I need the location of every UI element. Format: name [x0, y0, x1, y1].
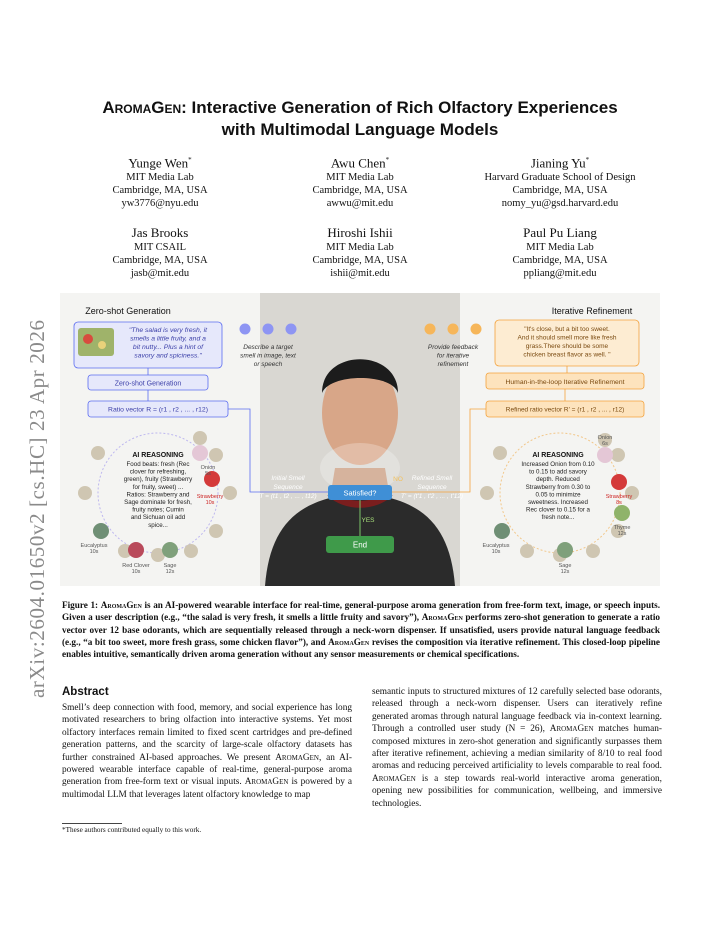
odorant-time: 10s — [491, 549, 501, 555]
strawberry-icon — [611, 474, 627, 490]
describe-text: Describe a target — [243, 344, 293, 351]
odorant-icon — [209, 448, 223, 462]
abstract-text-right: semantic inputs to structured mixtures of 12 carefully selected base odorants, released through a neck-worn dispenser. Users can iteratively refine generated aromas through natural language feedback via in-context learning. Through a controlled user study (N = 26), AromaGen matches human-composed mixtures in zero-shot generation and significantly surpasses them after iterative refinement, achieving a median similarity of 8/10 to real food aromas and reducing perceived artificiality to levels comparable to real food. AromaGen is a step towards real-world interactive aroma generation, opening new possibilities for communication, wellbeing, and immersive technologies. — [372, 687, 662, 809]
eucalyptus-icon — [494, 523, 510, 539]
abstract-heading: Abstract — [62, 686, 109, 698]
feedback-text: refinement — [437, 361, 469, 368]
ai-reasoning-text: spice... — [148, 521, 168, 529]
ai-reasoning-title: AI REASONING — [132, 452, 184, 459]
odorant-time: 5s — [205, 471, 211, 477]
refined-sequence-text: T' = (t'1 , t'2 , ... , t'12) — [400, 493, 464, 500]
paper-title: AromaGen: Interactive Generation of Rich Olfactory Experiences with Multimodal Language Models — [102, 98, 618, 139]
odorant-icon — [91, 446, 105, 460]
odorant-label: Strawberry — [196, 494, 224, 500]
abstract-text-left: Smell’s deep connection with food, memory, and social experience has long motivated researchers to bring olfaction into interactive systems. Yet most olfactory interfaces remain limited to fixed scent cartridges and pre-defined generation patterns, and the scarcity of large-scale olfactory datasets has further constrained AI-based approaches. We present AromaGen, an AI-powered wearable interface capable of real-time, general-purpose aroma generation from free-form text or visual inputs. AromaGen is powered by a multimodal LLM that leverages latent olfactory knowledge to map — [62, 703, 353, 800]
author-name: Paul Pu Liang — [523, 225, 597, 240]
odorant-icon — [209, 524, 223, 538]
ai-reasoning-text: fruity notes; Cumin — [132, 506, 184, 514]
end-label: End — [352, 540, 368, 550]
author-location: Cambridge, MA, USA — [512, 255, 608, 266]
ai-reasoning-text: Sage dominate for fresh, — [124, 499, 192, 506]
ai-reasoning-text: 0.05 to minimize — [535, 491, 581, 499]
image-icon — [240, 324, 251, 335]
odorant-icon — [520, 544, 534, 558]
odorant-label: Eucalyptus — [482, 543, 510, 549]
feedback-text: Provide feedback — [427, 344, 479, 351]
author-name: Jas Brooks — [131, 225, 189, 240]
ai-reasoning-title: AI REASONING — [532, 452, 584, 459]
odorant-label: Sage — [558, 563, 572, 569]
sage-icon — [557, 542, 573, 558]
odorant-label: Sage — [163, 563, 177, 569]
author-affiliation: MIT Media Lab — [526, 242, 594, 253]
odorant-time: 10s — [131, 569, 141, 575]
odorant-icon — [78, 486, 92, 500]
author-email[interactable]: ppliang@mit.edu — [523, 268, 597, 279]
zero-shot-box-label: Zero-shot Generation — [114, 380, 182, 388]
author-name: Awu Chen* — [330, 155, 390, 171]
left-quote-text: smells a little fruity, and a — [130, 335, 206, 343]
ratio-vector-label: Ratio vector R = (r1 , r2 , ... , r12) — [108, 406, 208, 414]
ai-reasoning-text: fresh note... — [541, 514, 575, 522]
odorant-icon — [586, 544, 600, 558]
ai-reasoning-text: for fruity, sweet) ... — [132, 483, 184, 491]
left-quote-text: savory and spiciness." — [134, 352, 202, 360]
ai-reasoning-text: Ratios: Strawberry and — [126, 491, 190, 499]
refined-sequence-text: Sequence — [417, 484, 447, 491]
left-quote-text: "The salad is very fresh, it — [129, 327, 207, 334]
odorant-time: 12s — [560, 569, 570, 575]
author-affiliation: MIT Media Lab — [326, 172, 394, 184]
odorant-icon — [223, 486, 237, 500]
odorant-time: 10s — [89, 549, 99, 555]
right-quote-text: And it should smell more like fresh — [517, 334, 617, 342]
author-entry — [460, 224, 660, 280]
author-email[interactable]: ishii@mit.edu — [330, 268, 390, 279]
author-email[interactable]: nomy_yu@gsd.harvard.edu — [501, 198, 619, 210]
ai-reasoning-text: depth. Reduced — [536, 476, 580, 484]
describe-text: smell in image, text — [240, 352, 296, 360]
describe-text: or speech — [253, 361, 283, 368]
image-icon — [425, 324, 436, 335]
ai-reasoning-text: clover for refreshing, — [129, 468, 187, 476]
left-quote-text: bit nutty... Plus a hint of — [132, 344, 204, 351]
right-quote-text: chicken breast flavor as well. " — [523, 351, 611, 359]
odorant-time: 12s — [617, 531, 627, 537]
odorant-icon — [184, 544, 198, 558]
odorant-label: Strawberry — [605, 494, 633, 500]
arxiv-identifier: arXiv:2604.01650v2 [cs.HC] 23 Apr 2026 — [25, 319, 49, 698]
mic-icon — [471, 324, 482, 335]
ai-reasoning-text: and Sichuan oil add — [130, 514, 186, 522]
author-location: Cambridge, MA, USA — [312, 185, 408, 197]
odorant-icon — [493, 446, 507, 460]
ai-reasoning-text: sweetness. Increased — [528, 499, 588, 506]
author-email[interactable]: awwu@mit.edu — [326, 198, 394, 210]
yes-label: YES — [361, 517, 375, 524]
no-label: NO — [393, 476, 403, 483]
author-entry — [60, 224, 260, 280]
author-affiliation: MIT CSAIL — [133, 242, 187, 253]
odorant-label: Thyme — [613, 525, 631, 531]
mic-icon — [286, 324, 297, 335]
red-clover-icon — [128, 542, 144, 558]
zero-shot-title: Zero-shot Generation — [85, 306, 171, 316]
ai-reasoning-text: Rec clover to 0.15 for a — [526, 506, 590, 514]
salad-image — [78, 328, 114, 356]
author-location: Cambridge, MA, USA — [112, 185, 208, 197]
nut-icon — [98, 341, 106, 349]
onion-icon — [192, 445, 208, 461]
right-quote-text: grass.There should be some — [525, 343, 609, 350]
iterative-refinement-title: Iterative Refinement — [551, 306, 633, 316]
ai-reasoning-text: to 0.15 to add savory — [529, 468, 587, 476]
odorant-label: Red Clover — [122, 563, 150, 569]
initial-sequence-text: Sequence — [273, 484, 303, 491]
author-location: Cambridge, MA, USA — [312, 255, 408, 266]
odorant-time: 6s — [602, 441, 608, 447]
odorant-label: Onion — [200, 465, 216, 471]
author-affiliation: MIT Media Lab — [126, 172, 194, 184]
odorant-icon — [480, 486, 494, 500]
satisfied-label: Satisfied? — [343, 488, 377, 498]
teaser-figure — [60, 293, 660, 586]
sage-icon — [162, 542, 178, 558]
author-entry — [60, 152, 260, 210]
right-quote-text: "It's close, but a bit too sweet. — [524, 326, 610, 333]
odorant-icon — [611, 448, 625, 462]
hitl-box-label: Human-in-the-loop Iterative Refinement — [505, 379, 625, 386]
footnote: *These authors contributed equally to this work. — [62, 826, 202, 834]
author-name: Hiroshi Ishii — [327, 225, 393, 240]
author-affiliation: Harvard Graduate School of Design — [484, 172, 636, 184]
odorant-icon — [193, 431, 207, 445]
initial-sequence-text: Initial Smell — [271, 475, 305, 482]
tomato-icon — [83, 334, 93, 344]
footnote-rule — [62, 823, 122, 824]
author-entry — [260, 224, 460, 280]
ai-reasoning-text: Strawberry from 0.30 to — [525, 483, 591, 491]
eucalyptus-icon — [93, 523, 109, 539]
feedback-text: for iterative — [436, 352, 470, 360]
author-location: Cambridge, MA, USA — [512, 185, 608, 197]
refined-ratio-label: Refined ratio vector R' = (r1 , r2 , ... , r12) — [505, 406, 625, 414]
author-affiliation: MIT Media Lab — [326, 242, 394, 253]
author-entry — [460, 152, 660, 210]
ai-reasoning-text: Food beats: fresh (Rec — [126, 461, 190, 468]
onion-icon — [597, 447, 613, 463]
initial-sequence-text: T = (t1 , t2 , ... , t12) — [259, 493, 317, 500]
author-location: Cambridge, MA, USA — [112, 255, 208, 266]
author-name: Yunge Wen* — [128, 155, 192, 171]
odorant-label: Eucalyptus — [80, 543, 108, 549]
ai-reasoning-text: Increased Onion from 0.10 — [521, 461, 595, 468]
ai-reasoning-text: green), fruity (Strawberry — [123, 476, 193, 484]
author-email[interactable]: yw3776@nyu.edu — [121, 198, 199, 210]
refined-sequence-text: Refined Smell — [411, 475, 453, 482]
odorant-label: Onion — [597, 435, 613, 441]
text-icon — [448, 324, 459, 335]
figure-caption: Figure 1: AromaGen is an AI-powered wearable interface for real-time, general-purpose aroma generation from free-form text, image, or speech inputs. Given a user description (e.g., “the salad is very fresh, it smells a little fruity and savory”), AromaGen performs zero-shot generation to generate a ratio vector over 12 base odorants, which are sequentially released through a neck-worn dispenser. If unsatisfied, users provide natural language feedback (e.g., “a bit too sweet, more fresh grass, some chicken flavor”), and AromaGen revises the composition via iterative refinement. This closed-loop pipeline enables intuitive, semantically driven aroma generation without any sensor measurements or chemical specifications. — [62, 600, 661, 660]
odorant-time: 10s — [205, 500, 215, 506]
author-entry — [260, 152, 460, 210]
odorant-time: 12s — [165, 569, 175, 575]
odorant-time: 8s — [616, 500, 622, 506]
text-icon — [263, 324, 274, 335]
thyme-icon — [614, 505, 630, 521]
author-name: Jianing Yu* — [530, 155, 590, 171]
author-email[interactable]: jasb@mit.edu — [130, 268, 190, 279]
